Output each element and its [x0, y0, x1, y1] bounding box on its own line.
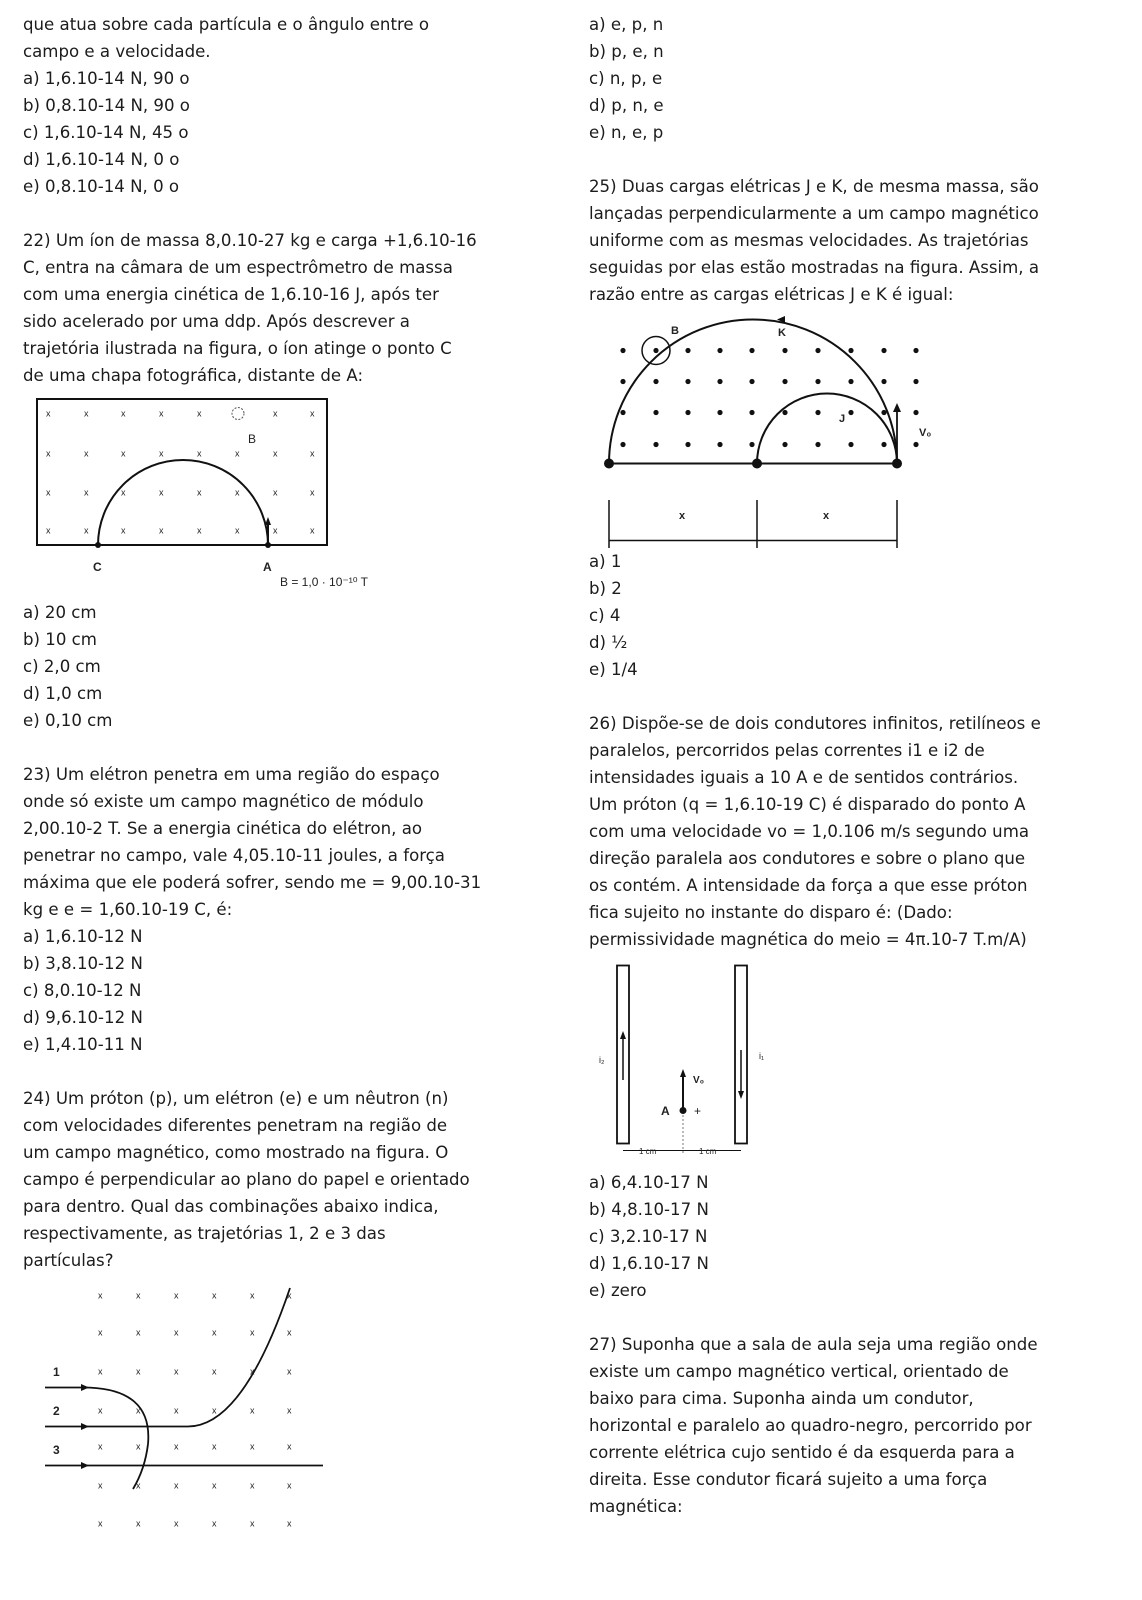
question-24-options	[589, 11, 1129, 146]
cross-mark: x	[235, 448, 240, 458]
dot-mark	[913, 409, 918, 414]
trajectory-j	[757, 393, 897, 463]
cross-mark: x	[136, 1290, 141, 1300]
cross-mark: x	[212, 1518, 217, 1528]
text-line: penetrar no campo, vale 4,05.10-11 joules, a força	[23, 845, 445, 865]
field-value: B = 1,0 · 10⁻¹⁰ T	[280, 574, 368, 589]
label-i2: i₂	[599, 1054, 605, 1065]
text-line: e) 0,10 cm	[23, 710, 113, 730]
text-line: direita. Esse condutor ficará sujeito a uma força	[589, 1469, 988, 1489]
text-line: b) p, e, n	[589, 41, 664, 61]
text-line: intensidades iguais a 10 A e de sentidos contrários.	[589, 767, 1019, 787]
dot-mark	[620, 347, 625, 352]
cross-mark: x	[159, 408, 164, 418]
text-line: campo é perpendicular ao plano do papel e orientado	[23, 1169, 470, 1189]
label-v0: V₀	[693, 1074, 705, 1086]
label-j: J	[839, 412, 846, 425]
text-line: b) 3,8.10-12 N	[23, 953, 143, 973]
cross-mark: x	[174, 1518, 179, 1528]
text-line: lançadas perpendicularmente a um campo magnético	[589, 203, 1039, 223]
text-line: corrente elétrica cujo sentido é da esquerda para a	[589, 1442, 1015, 1462]
text-line: partículas?	[23, 1250, 114, 1270]
cross-mark: x	[310, 487, 315, 497]
text-line: e) 1,4.10-11 N	[23, 1034, 143, 1054]
label-a: A	[263, 559, 272, 574]
label-3: 3	[53, 1442, 60, 1457]
charges-trajectory-figure	[589, 308, 989, 548]
text-line: c) n, p, e	[589, 68, 663, 88]
text-line: seguidas por elas estão mostradas na figura. Assim, a	[589, 257, 1040, 277]
dot-mark	[749, 378, 754, 383]
cross-mark: x	[46, 525, 51, 535]
dot-mark	[848, 441, 853, 446]
cross-mark: x	[273, 525, 278, 535]
cross-mark: x	[197, 525, 202, 535]
cross-mark: x	[250, 1290, 255, 1300]
cross-mark: x	[136, 1405, 141, 1415]
dot-mark	[815, 347, 820, 352]
dot-mark	[815, 441, 820, 446]
text-line: e) 0,8.10-14 N, 0 o	[23, 176, 180, 196]
cross-mark: x	[287, 1441, 292, 1451]
dot-mark	[685, 347, 690, 352]
cross-mark: x	[174, 1327, 179, 1337]
text-line: e) zero	[589, 1280, 647, 1300]
cross-mark: x	[250, 1366, 255, 1376]
text-line: campo e a velocidade.	[23, 41, 211, 61]
label-x2: x	[823, 509, 830, 522]
text-line: que atua sobre cada partícula e o ângulo entre o	[23, 14, 430, 34]
dot-mark	[685, 441, 690, 446]
question-26-text	[589, 710, 1129, 953]
dot-mark	[815, 409, 820, 414]
text-line: os contém. A intensidade da força a que esse próton	[589, 875, 1028, 895]
label-x1: x	[679, 509, 686, 522]
text-line: paralelos, percorridos pelas correntes i1 e i2 de	[589, 740, 985, 760]
text-line: a) 20 cm	[23, 602, 97, 622]
particle-trajectories-figure	[23, 1274, 423, 1544]
cross-mark: x	[84, 525, 89, 535]
text-line: com velocidades diferentes penetram na região de	[23, 1115, 448, 1135]
text-line: a) e, p, n	[589, 14, 664, 34]
cross-mark: x	[287, 1480, 292, 1490]
dot-mark	[881, 347, 886, 352]
cross-mark: x	[46, 487, 51, 497]
dot-mark	[620, 409, 625, 414]
text-line: respectivamente, as trajetórias 1, 2 e 3 das	[23, 1223, 386, 1243]
cross-mark: x	[121, 448, 126, 458]
label-i1: i₁	[759, 1050, 765, 1061]
text-line: d) 1,6.10-14 N, 0 o	[23, 149, 180, 169]
cross-mark: x	[159, 487, 164, 497]
text-line: 22) Um íon de massa 8,0.10-27 kg e carga +1,6.10-16	[23, 230, 477, 250]
cross-mark: x	[121, 487, 126, 497]
label-1: 1	[53, 1364, 60, 1379]
label-b: B	[671, 324, 679, 337]
dot-mark	[782, 409, 787, 414]
text-line: existe um campo magnético vertical, orientado de	[589, 1361, 1009, 1381]
cross-mark: x	[84, 448, 89, 458]
text-line: b) 4,8.10-17 N	[589, 1199, 709, 1219]
dot-mark	[848, 378, 853, 383]
label-b: B	[248, 431, 257, 446]
text-line: a) 1,6.10-12 N	[23, 926, 143, 946]
text-line: razão entre as cargas elétricas J e K é igual:	[589, 284, 954, 304]
text-line: e) n, e, p	[589, 122, 664, 142]
text-line: kg e e = 1,60.10-19 C, é:	[23, 899, 233, 919]
cross-mark: x	[98, 1327, 103, 1337]
cross-mark: x	[98, 1290, 103, 1300]
text-line: c) 1,6.10-14 N, 45 o	[23, 122, 189, 142]
question-22-text	[23, 227, 543, 389]
cross-mark: x	[46, 408, 51, 418]
question-26-options	[589, 1169, 1129, 1304]
text-line: baixo para cima. Suponha ainda um condutor,	[589, 1388, 974, 1408]
question-23-text	[23, 761, 543, 923]
text-line: c) 3,2.10-17 N	[589, 1226, 708, 1246]
text-line: b) 0,8.10-14 N, 90 o	[23, 95, 190, 115]
text-line: trajetória ilustrada na figura, o íon atinge o ponto C	[23, 338, 452, 358]
text-line: 27) Suponha que a sala de aula seja uma região onde	[589, 1334, 1038, 1354]
text-line: magnética:	[589, 1496, 683, 1516]
text-line: Um próton (q = 1,6.10-19 C) é disparado do ponto A	[589, 794, 1026, 814]
text-line: d) ½	[589, 632, 628, 652]
dimension-line	[609, 500, 897, 548]
text-line: a) 1	[589, 551, 622, 571]
text-line: b) 10 cm	[23, 629, 97, 649]
dot-mark	[848, 409, 853, 414]
cross-mark: x	[287, 1327, 292, 1337]
cross-mark: x	[273, 408, 278, 418]
cross-mark: x	[98, 1366, 103, 1376]
point-a	[680, 1107, 687, 1114]
field-into-page-crosses	[46, 408, 315, 535]
question-25-options	[589, 548, 1129, 683]
label-c: C	[93, 559, 102, 574]
text-line: 25) Duas cargas elétricas J e K, de mesma massa, são	[589, 176, 1039, 196]
cross-mark: x	[235, 487, 240, 497]
cross-mark: x	[212, 1327, 217, 1337]
cross-mark: x	[197, 487, 202, 497]
dot-mark	[749, 347, 754, 352]
text-line: a) 6,4.10-17 N	[589, 1172, 709, 1192]
distance-2: 1 cm	[699, 1146, 717, 1156]
text-line: com uma energia cinética de 1,6.10-16 J, após ter	[23, 284, 439, 304]
right-column	[589, 11, 1129, 1520]
dot-mark	[653, 347, 658, 352]
question-21-tail	[23, 11, 543, 65]
cross-mark: x	[174, 1480, 179, 1490]
dot-mark	[913, 378, 918, 383]
text-line: direção paralela aos condutores e sobre o plano que	[589, 848, 1026, 868]
text-line: fica sujeito no instante do disparo é: (Dado:	[589, 902, 953, 922]
cross-mark: x	[174, 1290, 179, 1300]
cross-mark: x	[98, 1518, 103, 1528]
cross-mark: x	[174, 1441, 179, 1451]
cross-mark: x	[287, 1290, 292, 1300]
dot-mark	[782, 378, 787, 383]
cross-mark: x	[273, 448, 278, 458]
dot-mark	[881, 409, 886, 414]
dot-mark	[881, 378, 886, 383]
dot-mark	[749, 409, 754, 414]
cross-mark: x	[287, 1366, 292, 1376]
label-2: 2	[53, 1403, 60, 1418]
text-line: a) 1,6.10-14 N, 90 o	[23, 68, 190, 88]
dot-mark	[848, 347, 853, 352]
cross-mark: x	[287, 1518, 292, 1528]
cross-mark: x	[197, 448, 202, 458]
text-line: máxima que ele poderá sofrer, sendo me = 9,00.10-31	[23, 872, 482, 892]
cross-mark: x	[212, 1441, 217, 1451]
cross-mark: x	[136, 1327, 141, 1337]
distance-1: 1 cm	[639, 1146, 657, 1156]
text-line: horizontal e paralelo ao quadro-negro, percorrido por	[589, 1415, 1032, 1435]
cross-mark: x	[250, 1480, 255, 1490]
dot-mark	[717, 378, 722, 383]
field-out-of-page-dots	[620, 347, 918, 446]
question-24-text	[23, 1085, 543, 1274]
cross-mark: x	[250, 1405, 255, 1415]
trajectory-k	[609, 319, 897, 463]
text-line: uniforme com as mesmas velocidades. As trajetórias	[589, 230, 1029, 250]
text-line: 26) Dispõe-se de dois condutores infinitos, retilíneos e	[589, 713, 1041, 733]
dot-mark	[653, 409, 658, 414]
cross-mark: x	[250, 1327, 255, 1337]
dot-mark	[685, 409, 690, 414]
cross-mark: x	[121, 408, 126, 418]
question-27-text	[589, 1331, 1129, 1520]
dot-mark	[717, 347, 722, 352]
spectrometer-figure	[23, 389, 423, 599]
cross-mark: x	[212, 1366, 217, 1376]
cross-mark: x	[310, 525, 315, 535]
cross-mark: x	[136, 1366, 141, 1376]
text-line: d) 9,6.10-12 N	[23, 1007, 143, 1027]
question-22-options	[23, 599, 543, 734]
cross-mark: x	[235, 525, 240, 535]
dot-mark	[782, 347, 787, 352]
dot-mark	[653, 441, 658, 446]
cross-mark: x	[84, 408, 89, 418]
dot-mark	[620, 378, 625, 383]
cross-mark: x	[250, 1518, 255, 1528]
text-line: b) 2	[589, 578, 622, 598]
text-line: sido acelerado por uma ddp. Após descrever a	[23, 311, 410, 331]
cross-mark: x	[136, 1518, 141, 1528]
dot-mark	[881, 441, 886, 446]
cross-mark: x	[46, 448, 51, 458]
cross-mark: x	[287, 1405, 292, 1415]
label-v0: V₀	[919, 426, 932, 439]
text-line: permissividade magnética do meio = 4π.10-7 T.m/A)	[589, 929, 1027, 949]
text-line: c) 2,0 cm	[23, 656, 101, 676]
cross-mark: x	[159, 448, 164, 458]
text-line: c) 8,0.10-12 N	[23, 980, 142, 1000]
text-line: d) 1,0 cm	[23, 683, 103, 703]
dot-mark	[815, 378, 820, 383]
text-line: d) 1,6.10-17 N	[589, 1253, 709, 1273]
text-line: para dentro. Qual das combinações abaixo indica,	[23, 1196, 439, 1216]
text-line: C, entra na câmara de um espectrômetro de massa	[23, 257, 453, 277]
question-21-options	[23, 65, 543, 200]
text-line: d) p, n, e	[589, 95, 664, 115]
left-column	[23, 11, 543, 1544]
cross-mark: x	[310, 448, 315, 458]
cross-mark: x	[136, 1480, 141, 1490]
question-23-options	[23, 923, 543, 1058]
question-25-text	[589, 173, 1129, 308]
dot-mark	[717, 409, 722, 414]
cross-mark: x	[84, 487, 89, 497]
text-line: um campo magnético, como mostrado na figura. O	[23, 1142, 449, 1162]
cross-mark: x	[212, 1290, 217, 1300]
cross-mark: x	[136, 1441, 141, 1451]
dot-mark	[782, 441, 787, 446]
dot-mark	[717, 441, 722, 446]
cross-mark: x	[212, 1405, 217, 1415]
cross-mark: x	[121, 525, 126, 535]
field-into-page-crosses	[98, 1290, 292, 1528]
text-line: c) 4	[589, 605, 621, 625]
dot-mark	[620, 441, 625, 446]
cross-mark: x	[250, 1441, 255, 1451]
cross-mark: x	[212, 1480, 217, 1490]
field-box	[37, 399, 327, 545]
dot-mark	[653, 378, 658, 383]
text-line: 23) Um elétron penetra em uma região do espaço	[23, 764, 440, 784]
cross-mark: x	[98, 1405, 103, 1415]
cross-mark: x	[98, 1441, 103, 1451]
circled-x-icon	[232, 407, 244, 419]
text-line: 2,00.10-2 T. Se a energia cinética do elétron, ao	[23, 818, 423, 838]
cross-mark: x	[98, 1480, 103, 1490]
text-line: e) 1/4	[589, 659, 638, 679]
dot-mark	[685, 378, 690, 383]
cross-mark: x	[273, 487, 278, 497]
text-line: 24) Um próton (p), um elétron (e) e um nêutron (n)	[23, 1088, 449, 1108]
cross-mark: x	[174, 1405, 179, 1415]
cross-mark: x	[159, 525, 164, 535]
text-line: com uma velocidade vo = 1,0.106 m/s segundo uma	[589, 821, 1030, 841]
trajectory-1	[45, 1387, 148, 1489]
dot-mark	[913, 347, 918, 352]
text-line: de uma chapa fotográfica, distante de A:	[23, 365, 364, 385]
label-plus: +	[694, 1103, 702, 1118]
text-line: onde só existe um campo magnético de módulo	[23, 791, 424, 811]
label-k: K	[778, 326, 786, 339]
label-a: A	[661, 1103, 670, 1118]
cross-mark: x	[197, 408, 202, 418]
dot-mark	[749, 441, 754, 446]
parallel-conductors-figure	[589, 953, 889, 1169]
cross-mark: x	[174, 1366, 179, 1376]
cross-mark: x	[310, 408, 315, 418]
dot-mark	[913, 441, 918, 446]
